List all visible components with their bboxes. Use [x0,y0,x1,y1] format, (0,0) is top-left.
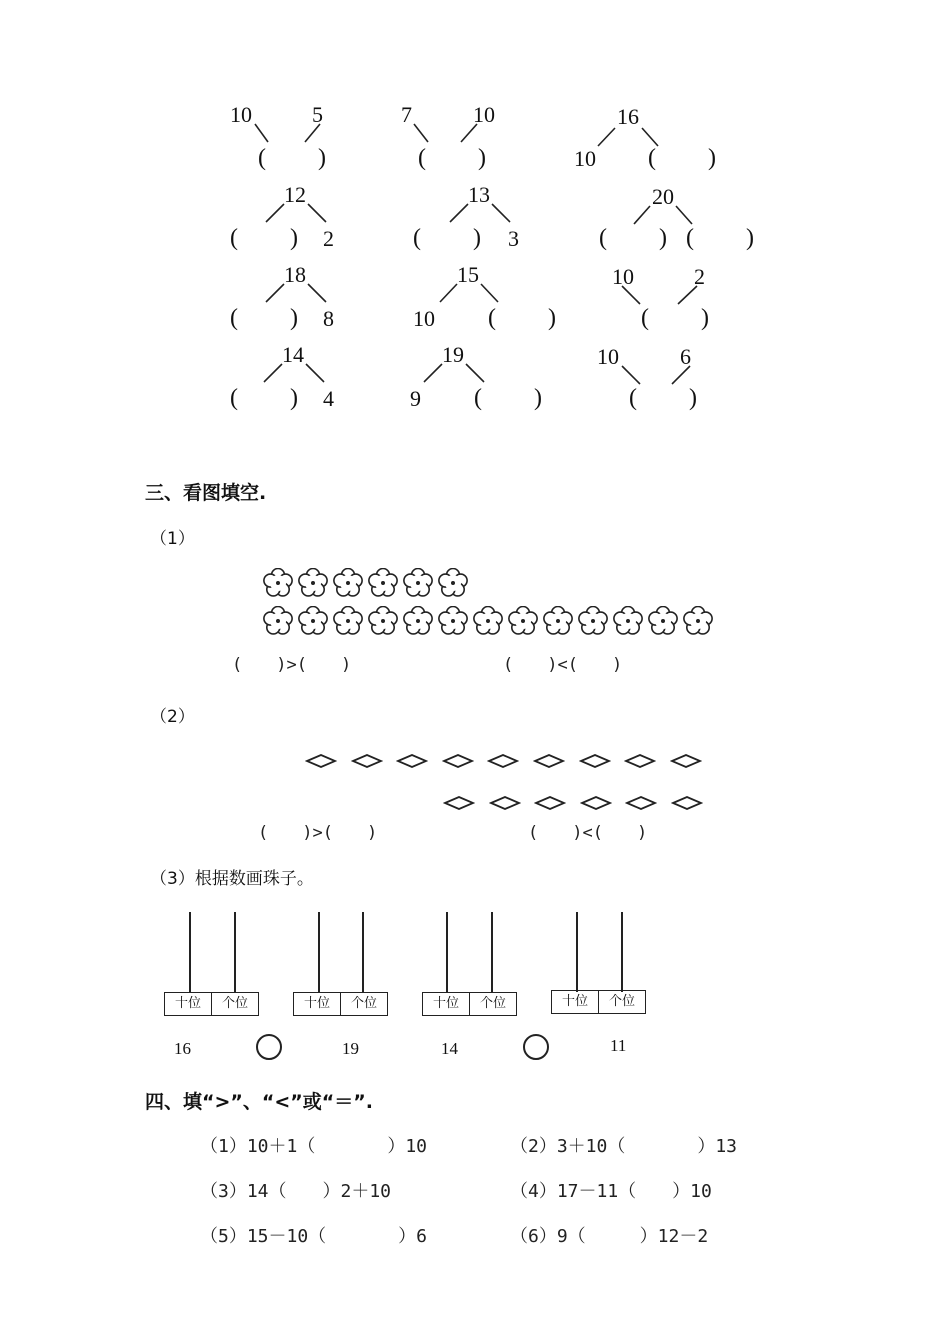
p1-compare-greater[interactable]: ( )>( ) [232,655,352,675]
p1-compare-less[interactable]: ( )<( ) [503,655,623,675]
decomp-3-left: 10 [574,146,596,171]
abacus-3-tens-rod[interactable] [446,912,448,992]
diamond-icon [443,795,475,815]
abacus-2-tens-label: 十位 [303,996,330,1011]
abacus-1-place-box [164,992,259,1016]
flower-icon [438,568,468,602]
diamond-icon [579,753,611,773]
decomp-6-left[interactable]: ( ) [599,225,681,251]
flower-icon [473,606,503,640]
decomp-4-top: 12 [284,182,306,207]
compare-circle-2[interactable] [523,1034,549,1060]
decomp-10-right: 4 [323,386,334,411]
diamond-icon [396,753,428,773]
diamond-icon [580,795,612,815]
decomp-10-left[interactable]: ( ) [230,385,312,411]
diamond-icon [534,795,566,815]
flower-icon [613,606,643,640]
decomp-11-top: 19 [442,342,464,367]
decomp-7-top: 18 [284,262,306,287]
abacus-3-number: 14 [441,1039,458,1058]
flower-icon [298,568,328,602]
abacus-1-number: 16 [174,1039,191,1058]
decomp-1-blank[interactable]: ( ) [258,145,340,171]
decomp-8-top: 15 [457,262,479,287]
decomposition-lines [0,0,950,430]
diamond-icon [351,753,383,773]
abacus-4-number: 11 [610,1036,627,1055]
decomp-12-b: 6 [680,344,691,369]
decomp-4-right: 2 [323,226,334,251]
flower-icon [438,606,468,640]
decomp-6-top: 20 [652,184,674,209]
decomp-9-a: 10 [612,264,634,289]
decomp-9-b: 2 [694,264,705,289]
decomp-6-right[interactable]: ( ) [686,225,768,251]
decomp-5-left[interactable]: ( ) [413,225,495,251]
decomp-11-right[interactable]: ( ) [474,385,556,411]
abacus-1-tens-rod[interactable] [189,912,191,992]
decomp-8-left: 10 [413,306,435,331]
abacus-2-ones-rod[interactable] [362,912,364,992]
decomp-2-b: 10 [473,102,495,127]
flower-icon [403,568,433,602]
compare-item-6[interactable]: （6）9（ ）12－2 [510,1226,709,1247]
diamond-icon [305,753,337,773]
abacus-2-ones-label: 个位 [340,993,387,1015]
flower-icon [333,606,363,640]
abacus-4-tens-label: 十位 [561,994,588,1009]
diamond-icon [624,753,656,773]
flower-icon [648,606,678,640]
decomp-11-left: 9 [410,386,421,411]
diamond-icon [442,753,474,773]
decomp-2-a: 7 [401,102,412,127]
p2-compare-greater[interactable]: ( )>( ) [258,823,378,843]
section3-p1-label: （1） [150,529,195,549]
decomp-10-top: 14 [282,342,304,367]
flower-icon [683,606,713,640]
abacus-4-place-box [551,990,646,1014]
abacus-4-tens-rod[interactable] [576,912,578,992]
decomp-5-right: 3 [508,226,519,251]
decomp-5-top: 13 [468,182,490,207]
abacus-2-place-box [293,992,388,1016]
p2-compare-less[interactable]: ( )<( ) [528,823,648,843]
flower-icon [578,606,608,640]
abacus-4-ones-rod[interactable] [621,912,623,992]
compare-item-2[interactable]: （2）3＋10（ ）13 [510,1136,738,1157]
compare-circle-1[interactable] [256,1034,282,1060]
decomp-2-blank[interactable]: ( ) [418,145,500,171]
abacus-2-tens-rod[interactable] [318,912,320,992]
abacus-3-ones-label: 个位 [469,993,516,1015]
diamond-icon [670,753,702,773]
decomp-9-blank[interactable]: ( ) [641,305,723,331]
decomp-1-b: 5 [312,102,323,127]
compare-item-4[interactable]: （4）17－11（ ）10 [510,1181,712,1202]
diamond-icon [533,753,565,773]
compare-item-3[interactable]: （3）14（ ）2＋10 [200,1181,392,1202]
compare-item-5[interactable]: （5）15－10（ ）6 [200,1226,428,1247]
flower-icon [298,606,328,640]
decomp-1-a: 10 [230,102,252,127]
decomp-3-top: 16 [617,104,639,129]
abacus-3-ones-rod[interactable] [491,912,493,992]
abacus-1-ones-label: 个位 [211,993,258,1015]
flower-icon [263,568,293,602]
abacus-4-ones-label: 个位 [598,991,645,1013]
flower-icon [368,606,398,640]
flower-icon [368,568,398,602]
decomp-12-a: 10 [597,344,619,369]
flower-icon [508,606,538,640]
decomp-8-right[interactable]: ( ) [488,305,570,331]
diamond-icon [487,753,519,773]
section3-p2-label: （2） [150,707,195,727]
section3-p3-label: （3）根据数画珠子。 [150,869,314,889]
abacus-2-number: 19 [342,1039,359,1058]
section3-title: 三、看图填空. [145,482,267,504]
decomp-7-left[interactable]: ( ) [230,305,312,331]
flower-icon [263,606,293,640]
abacus-3-place-box [422,992,517,1016]
abacus-1-tens-label: 十位 [174,996,201,1011]
abacus-1-ones-rod[interactable] [234,912,236,992]
decomp-4-left[interactable]: ( ) [230,225,312,251]
diamond-icon [625,795,657,815]
decomp-12-blank[interactable]: ( ) [629,385,711,411]
decomp-3-right[interactable]: ( ) [648,145,730,171]
flower-icon [333,568,363,602]
diamond-icon [489,795,521,815]
compare-item-1[interactable]: （1）10＋1（ ）10 [200,1136,428,1157]
flower-icon [403,606,433,640]
decomp-7-right: 8 [323,306,334,331]
section4-title: 四、填“>”、“<”或“＝”. [145,1091,373,1113]
flower-icon [543,606,573,640]
diamond-icon [671,795,703,815]
abacus-3-tens-label: 十位 [432,996,459,1011]
